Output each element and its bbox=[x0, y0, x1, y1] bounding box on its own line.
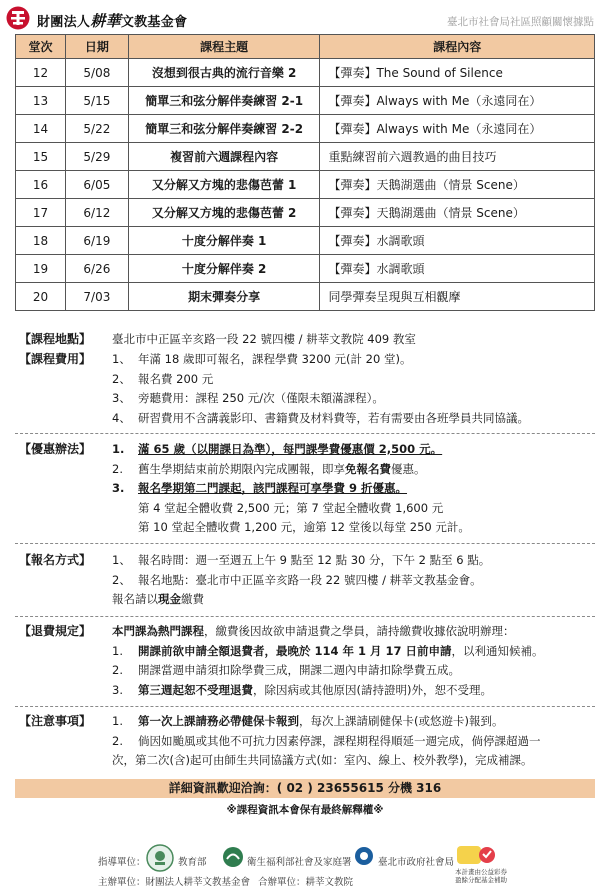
cell-topic: 沒想到很古典的流行音樂 2 bbox=[128, 59, 320, 87]
cell-date: 5/15 bbox=[65, 87, 128, 115]
refund-intro bbox=[112, 622, 592, 642]
location-text: 臺北市中正區辛亥路一段 22 號四樓 / 耕莘文教院 409 教室 bbox=[112, 332, 416, 346]
notice-text: 倘因如颱風或其他不可抗力因素停課，課程期程得順延一週完成，倘停課超過一 bbox=[138, 733, 541, 748]
welfare-ministry-name: 衛生福利部社會及家庭署 bbox=[247, 857, 352, 868]
location-note: 臺北市社會局社區照顧關懷據點 bbox=[447, 16, 594, 28]
page-header bbox=[0, 0, 606, 34]
cell-topic: 複習前六週課程內容 bbox=[128, 143, 320, 171]
cell-session: 19 bbox=[16, 255, 66, 283]
discount-item bbox=[112, 479, 592, 499]
taipei-social-name: 臺北市政府社會局 bbox=[378, 857, 455, 868]
fee-text: 報名費 200 元 bbox=[138, 371, 214, 386]
cell-content: 【彈奏】Always with Me（永遠同在） bbox=[320, 87, 595, 115]
notice-num: 2. bbox=[112, 733, 123, 748]
payment-text-end: 繳費 bbox=[181, 592, 204, 606]
cell-content: 【彈奏】水調歌頭 bbox=[320, 227, 595, 255]
notice-label: 【注意事項】 bbox=[19, 714, 92, 728]
discount-item bbox=[112, 460, 592, 480]
refund-highlight: 開課前欲申請全額退費者，最晚於 114 年 1 月 17 日前申請 bbox=[138, 643, 452, 658]
cell-topic: 十度分解伴奏 1 bbox=[128, 227, 320, 255]
fee-text: 研習費用不含講義影印、書籍費及材料費等，若有需要由各班學員共同協議。 bbox=[138, 410, 529, 425]
notice-item bbox=[112, 712, 592, 732]
discount-text: 滿 65 歲（以開課日為準），每門課學費優惠價 2,500 元。 bbox=[138, 442, 443, 456]
signup-label: 【報名方式】 bbox=[19, 553, 92, 567]
foundation-logo-icon bbox=[6, 6, 30, 30]
refund-item bbox=[112, 681, 592, 701]
cell-content: 【彈奏】水調歌頭 bbox=[320, 255, 595, 283]
cell-topic: 簡單三和弦分解伴奏練習 2-1 bbox=[128, 87, 320, 115]
cell-date: 7/03 bbox=[65, 283, 128, 311]
cell-topic: 又分解又方塊的悲傷芭蕾 1 bbox=[128, 171, 320, 199]
table-row bbox=[16, 59, 595, 87]
ministry-education-logo-icon bbox=[146, 844, 174, 872]
fee-item bbox=[112, 350, 592, 370]
cell-date: 6/12 bbox=[65, 199, 128, 227]
notice-text-continued: 次，第二次(含)起可由師生共同協議方式(如：室內、線上、校外教學)，完成補課。 bbox=[112, 753, 533, 767]
cell-date: 6/26 bbox=[65, 255, 128, 283]
cell-session: 13 bbox=[16, 87, 66, 115]
refund-item bbox=[112, 642, 592, 662]
location-label: 【課程地點】 bbox=[19, 332, 92, 346]
notice-num: 1. bbox=[112, 714, 123, 728]
discount-text-end: 優惠。 bbox=[391, 461, 426, 476]
org-brand: 耕華 bbox=[90, 12, 121, 30]
fee-item bbox=[112, 370, 592, 390]
course-schedule-table bbox=[15, 34, 595, 311]
section-divider bbox=[15, 543, 595, 544]
refund-highlight: 第三週起恕不受理退費 bbox=[138, 682, 253, 697]
signup-num: 2、 bbox=[112, 572, 131, 587]
table-row bbox=[16, 199, 595, 227]
discount-item bbox=[112, 440, 592, 460]
signup-item bbox=[112, 551, 592, 571]
table-row bbox=[16, 227, 595, 255]
signup-payment bbox=[112, 590, 592, 610]
cell-date: 5/29 bbox=[65, 143, 128, 171]
table-row bbox=[16, 143, 595, 171]
table-row bbox=[16, 255, 595, 283]
discount-label: 【優惠辦法】 bbox=[19, 442, 92, 456]
lottery-fund-logo-icon bbox=[456, 843, 496, 867]
refund-text: ，以利通知候補。 bbox=[451, 643, 544, 658]
refund-intro-bold: 本門課為熱門課程 bbox=[112, 624, 204, 638]
refund-num: 3. bbox=[112, 682, 123, 697]
discount-subline: 第 10 堂起全體收費 1,200 元，逾第 12 堂後以每堂 250 元計。 bbox=[138, 520, 470, 534]
cell-session: 12 bbox=[16, 59, 66, 87]
contact-bar: 詳細資訊歡迎洽詢：( 02 ) 23655615 分機 316 bbox=[15, 779, 595, 798]
cell-date: 5/22 bbox=[65, 115, 128, 143]
refund-num: 2. bbox=[112, 663, 123, 677]
notice-item bbox=[112, 732, 592, 752]
cell-content: 【彈奏】天鵝湖選曲（情景 Scene） bbox=[320, 199, 595, 227]
table-row bbox=[16, 115, 595, 143]
org-title bbox=[37, 10, 187, 31]
table-row bbox=[16, 283, 595, 311]
col-header-session: 堂次 bbox=[16, 35, 66, 59]
table-row bbox=[16, 171, 595, 199]
refund-item bbox=[112, 661, 592, 681]
refund-num: 1. bbox=[112, 643, 123, 658]
welfare-ministry-logo-icon bbox=[222, 846, 244, 868]
cell-content: 【彈奏】天鵝湖選曲（情景 Scene） bbox=[320, 171, 595, 199]
org-prefix: 財團法人 bbox=[37, 15, 91, 30]
cell-session: 15 bbox=[16, 143, 66, 171]
taipei-social-logo-icon bbox=[354, 846, 374, 866]
fee-text: 旁聽費用：課程 250 元/次（僅限未額滿課程）。 bbox=[138, 391, 384, 405]
cell-content: 同學彈奏呈現與互相觀摩 bbox=[320, 283, 595, 311]
lottery-fund-note-line2: 盈餘分配基金補助 bbox=[455, 876, 507, 884]
cell-topic: 期末彈奏分享 bbox=[128, 283, 320, 311]
signup-text: 報名地點：臺北市中正區辛亥路一段 22 號四樓 / 耕莘文教基金會。 bbox=[138, 572, 482, 587]
discount-subline: 第 4 堂起全體收費 2,500 元；第 7 堂起全體收費 1,600 元 bbox=[138, 500, 444, 515]
cell-content: 【彈奏】The Sound of Silence bbox=[320, 59, 595, 87]
page-footer bbox=[0, 840, 606, 888]
refund-text: 開課當週申請須扣除學費三成，開課二週內申請扣除學費五成。 bbox=[138, 663, 460, 677]
cell-session: 20 bbox=[16, 283, 66, 311]
fee-item bbox=[112, 389, 592, 409]
table-header-row bbox=[16, 35, 595, 59]
col-header-topic: 課程主題 bbox=[128, 35, 320, 59]
fee-text: 年滿 18 歲即可報名，課程學費 3200 元(計 20 堂)。 bbox=[138, 352, 412, 366]
cell-content: 重點練習前六週教過的曲目技巧 bbox=[320, 143, 595, 171]
cell-date: 6/05 bbox=[65, 171, 128, 199]
sponsor-label: 主辦單位：財團法人耕莘文教基金會 bbox=[98, 877, 251, 888]
discount-num: 3. bbox=[112, 481, 125, 495]
col-header-content: 課程內容 bbox=[320, 35, 595, 59]
refund-label: 【退費規定】 bbox=[19, 624, 92, 638]
cell-date: 6/19 bbox=[65, 227, 128, 255]
fee-num: 2、 bbox=[112, 371, 131, 386]
payment-text: 報名請以 bbox=[112, 592, 158, 606]
guide-label: 指導單位： bbox=[98, 857, 146, 868]
notice-highlight: 第一次上課請務必帶健保卡報到 bbox=[138, 714, 299, 728]
discount-highlight: 免報名費 bbox=[345, 461, 391, 476]
discount-text: 舊生學期結束前於期限內完成團報，即享 bbox=[138, 461, 345, 476]
lottery-fund-note bbox=[455, 868, 507, 884]
cell-date: 5/08 bbox=[65, 59, 128, 87]
signup-num: 1、 bbox=[112, 553, 131, 567]
section-divider bbox=[15, 706, 595, 707]
cell-content: 【彈奏】Always with Me（永遠同在） bbox=[320, 115, 595, 143]
section-divider bbox=[15, 433, 595, 434]
fee-num: 3、 bbox=[112, 391, 131, 405]
fee-item bbox=[112, 409, 592, 429]
discount-num: 1. bbox=[112, 442, 125, 456]
table-row bbox=[16, 87, 595, 115]
ministry-name: 教育部 bbox=[178, 857, 207, 868]
cell-session: 17 bbox=[16, 199, 66, 227]
signup-text: 報名時間：週一至週五上午 9 點至 12 點 30 分，下午 2 點至 6 點。 bbox=[138, 553, 491, 567]
payment-method: 現金 bbox=[158, 592, 181, 606]
col-header-date: 日期 bbox=[65, 35, 128, 59]
cell-topic: 簡單三和弦分解伴奏練習 2-2 bbox=[128, 115, 320, 143]
fee-num: 1、 bbox=[112, 352, 131, 366]
cell-session: 14 bbox=[16, 115, 66, 143]
cell-topic: 十度分解伴奏 2 bbox=[128, 255, 320, 283]
footnote: ※課程資訊本會保有最終解釋權※ bbox=[226, 804, 384, 816]
refund-text: ，除因病或其他原因(請持證明)外，恕不受理。 bbox=[253, 682, 492, 697]
discount-text: 報名學期第二門課起，該門課程可享學費 9 折優惠。 bbox=[138, 481, 408, 495]
cell-session: 16 bbox=[16, 171, 66, 199]
cell-session: 18 bbox=[16, 227, 66, 255]
fee-num: 4、 bbox=[112, 410, 131, 425]
refund-intro-text: ，繳費後因故欲申請退費之學員，請持繳費收據依說明辦理： bbox=[204, 624, 515, 638]
notice-text: ，每次上課請刷健保卡(或悠遊卡)報到。 bbox=[299, 714, 504, 728]
section-divider bbox=[15, 616, 595, 617]
lottery-fund-note-line1: 本計畫由公益彩券 bbox=[455, 868, 507, 876]
notice-continuation bbox=[112, 751, 592, 771]
discount-num: 2. bbox=[112, 461, 123, 476]
signup-item bbox=[112, 571, 592, 591]
fees-label: 【課程費用】 bbox=[19, 352, 92, 366]
org-suffix: 文教基金會 bbox=[120, 15, 188, 30]
cell-topic: 又分解又方塊的悲傷芭蕾 2 bbox=[128, 199, 320, 227]
co-organizer-label: 合辦單位：耕莘文教院 bbox=[258, 877, 354, 888]
